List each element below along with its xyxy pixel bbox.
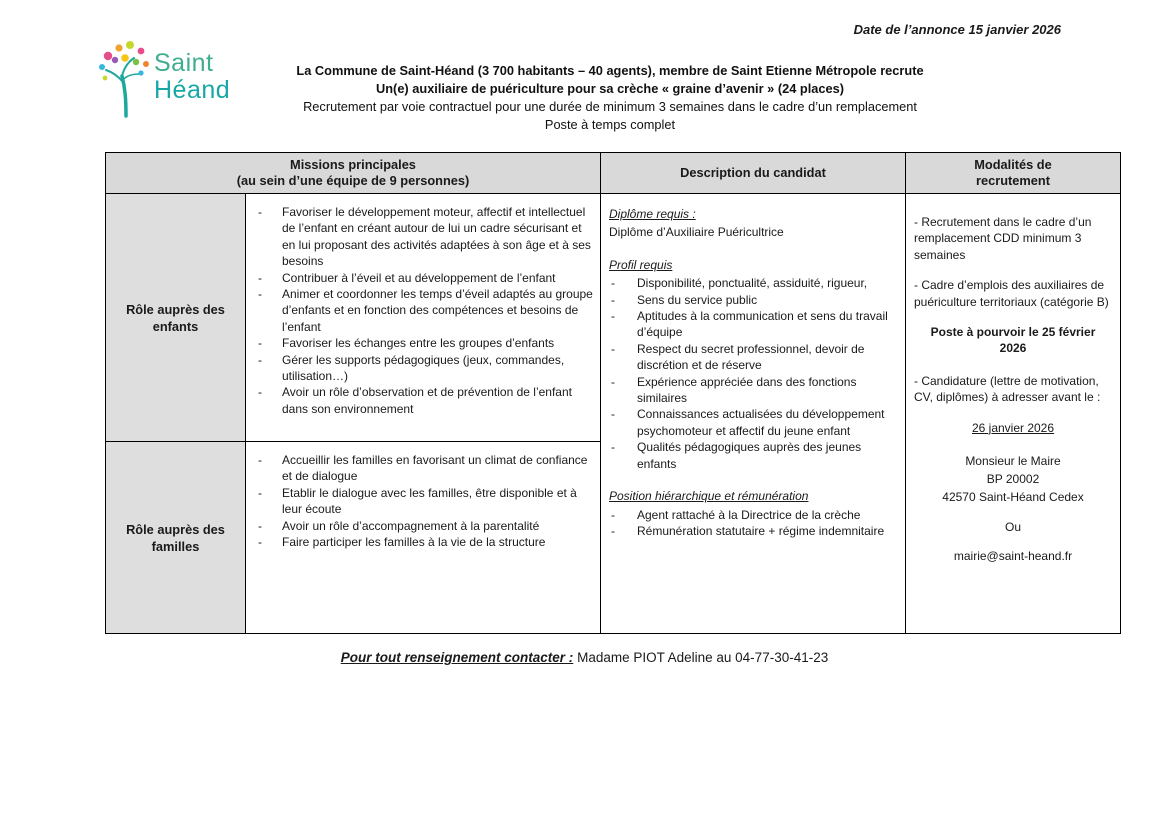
dash-bullet: -: [611, 440, 615, 455]
saint-heand-logo: [92, 36, 230, 118]
deadline-date: 26 janvier 2026: [971, 420, 1055, 435]
dash-bullet: -: [258, 336, 262, 351]
list-item: - Qualités pédagogiques auprès des jeunes enfants: [611, 440, 862, 471]
job-description-table: [105, 152, 1121, 634]
list-item: - Accueillir les familles en favorisant un climat de confiance et de dialogue: [246, 452, 594, 485]
address-line-1: Monsieur le Maire: [965, 454, 1061, 469]
missions-familles-cell: [246, 442, 601, 634]
dash-bullet: -: [611, 341, 615, 356]
list-item: - Etablir le dialogue avec les familles, être disponible et à leur écoute: [246, 485, 594, 518]
header-line-1: La Commune de Saint-Héand (3 700 habitants – 40 agents), membre de Saint Etienne Métropole recrute: [296, 63, 924, 78]
list-item: - Rémunération statutaire + régime indemnitaire: [611, 523, 885, 538]
dash-bullet: -: [611, 276, 615, 291]
list-item: - Expérience appréciée dans des fonctions similaires: [611, 374, 857, 406]
dash-bullet: -: [611, 309, 615, 324]
dash-bullet: -: [258, 270, 262, 285]
contact-value: Madame PIOT Adeline au 04-77-30-41-23: [577, 650, 829, 665]
row-header-role-familles: Rôle auprès des familles: [106, 442, 246, 634]
contact-label: Pour tout renseignement contacter :: [340, 650, 574, 665]
list-item: - Sens du service public: [611, 292, 758, 307]
list-item: - Gérer les supports pédagogiques (jeux, commandes, utilisation…): [246, 352, 594, 385]
list-item: - Faire participer les familles à la vie de la structure: [246, 534, 594, 550]
dash-bullet: -: [258, 535, 262, 550]
modalites-p1: - Recrutement dans le cadre d’un remplacement CDD minimum 3 semaines: [914, 215, 1092, 262]
dash-bullet: -: [611, 407, 615, 422]
contact-footer: [0, 650, 1169, 665]
col-header-missions: [106, 153, 601, 194]
logo-wordmark: [154, 50, 230, 104]
logo-text-saint: Saint: [154, 49, 214, 77]
modalites-cell: [906, 194, 1121, 634]
address-line-3: 42570 Saint-Héand Cedex: [942, 490, 1084, 505]
dash-bullet: -: [258, 205, 262, 219]
row-header-role-enfants: Rôle auprès des enfants: [106, 194, 246, 442]
profil-title: Profil requis: [609, 257, 673, 272]
dash-bullet: -: [611, 374, 615, 389]
diplome-title: Diplôme requis :: [609, 207, 696, 221]
col-header-modalites-line2: recrutement: [976, 173, 1050, 188]
address-line-2: BP 20002: [986, 472, 1040, 487]
col-header-missions-line1: Missions principales: [290, 157, 416, 172]
candidat-cell: [601, 194, 906, 634]
dash-bullet: -: [611, 507, 615, 522]
list-item: - Animer et coordonner les temps d’éveil adaptés au groupe d’enfants et en fonction des compétences et besoins de l’enfant: [246, 286, 594, 335]
dash-bullet: -: [258, 385, 262, 400]
diplome-value: Diplôme d’Auxiliaire Puéricultrice: [609, 225, 784, 240]
list-item: - Favoriser les échanges entre les groupes d’enfants: [246, 335, 594, 351]
list-item: - Disponibilité, ponctualité, assiduité, rigueur,: [611, 276, 868, 291]
col-header-candidat: Description du candidat: [601, 153, 906, 194]
announcement-date: Date de l’annonce 15 janvier 2026: [853, 22, 1061, 37]
dash-bullet: -: [258, 453, 262, 467]
list-item: - Connaissances actualisées du développement psychomoteur et affectif du jeune enfant: [611, 407, 885, 438]
list-item: - Agent rattaché à la Directrice de la crèche: [611, 507, 861, 522]
position-title: Position hiérarchique et rémunération: [609, 489, 809, 504]
list-item: - Aptitudes à la communication et sens du travail d’équipe: [611, 309, 888, 340]
list-item: - Avoir un rôle d’observation et de prévention de l’enfant dans son environnement: [246, 384, 594, 417]
dash-bullet: -: [258, 485, 262, 500]
header-line-3: Recrutement par voie contractuel pour une durée de minimum 3 semaines dans le cadre d’un remplacement: [303, 99, 917, 114]
contact-email: mairie@saint-heand.fr: [953, 549, 1073, 564]
dash-bullet: -: [258, 518, 262, 533]
list-item: - Avoir un rôle d’accompagnement à la parentalité: [246, 518, 594, 534]
dash-bullet: -: [258, 287, 262, 302]
col-header-missions-line2: (au sein d’une équipe de 9 personnes): [236, 173, 470, 188]
logo-text-heand: Héand: [154, 76, 231, 104]
poste-a-pourvoir: Poste à pourvoir le 25 février 2026: [930, 325, 1096, 356]
ou-separator: Ou: [1004, 520, 1021, 535]
dash-bullet: -: [611, 523, 615, 538]
announcement-header: [225, 62, 995, 134]
dash-bullet: -: [258, 352, 262, 367]
modalites-p4: - Candidature (lettre de motivation, CV, diplômes) à adresser avant le :: [914, 373, 1101, 405]
list-item: - Contribuer à l’éveil et au développement de l’enfant: [246, 270, 594, 286]
header-line-4: Poste à temps complet: [544, 117, 676, 132]
missions-enfants-cell: [246, 194, 601, 442]
list-item: - Respect du secret professionnel, devoir de discrétion et de réserve: [611, 341, 865, 373]
col-header-modalites: [906, 153, 1121, 194]
list-item: - Favoriser le développement moteur, affectif et intellectuel de l’enfant en créant autour de lui un cadre sécurisant et en lui proposant des activités adaptées à son âge et à ses besoins: [246, 204, 594, 270]
modalites-p2: - Cadre d’emplois des auxiliaires de puériculture territoriaux (catégorie B): [914, 278, 1109, 309]
header-line-2: Un(e) auxiliaire de puériculture pour sa crèche « graine d’avenir » (24 places): [376, 81, 844, 96]
dash-bullet: -: [611, 292, 615, 307]
col-header-modalites-line1: Modalités de: [974, 157, 1052, 172]
